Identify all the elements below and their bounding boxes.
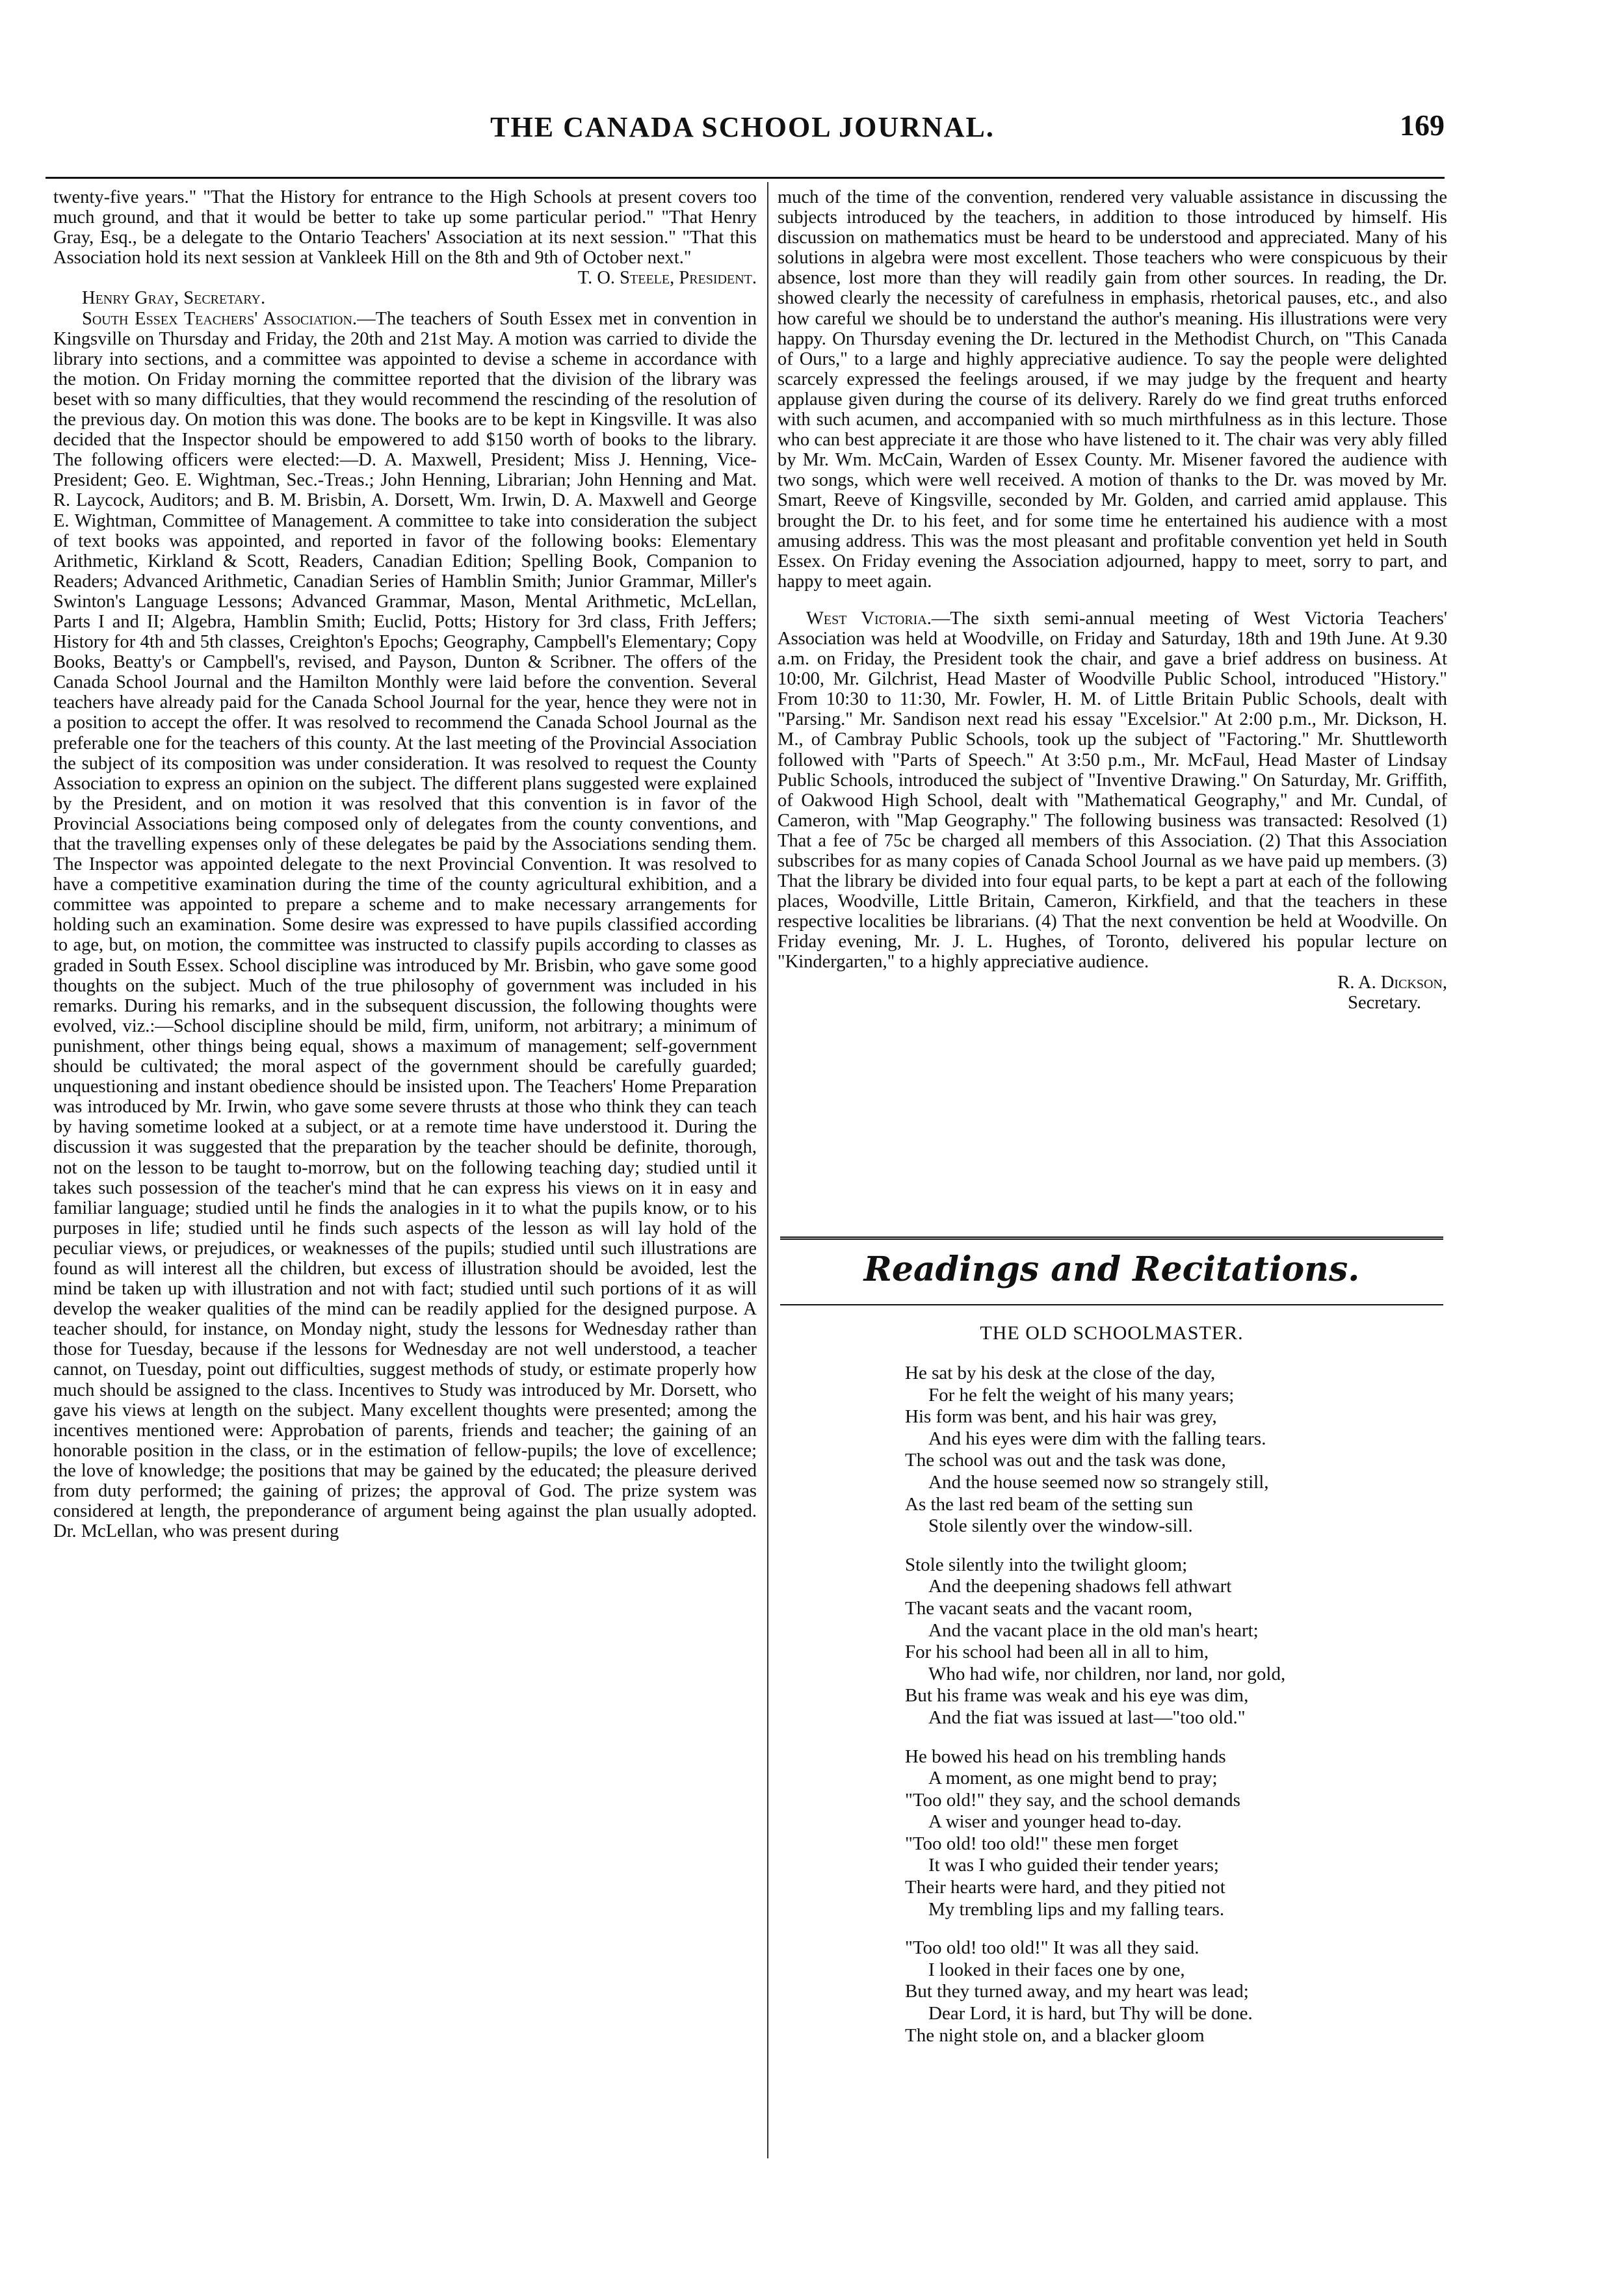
paragraph-lead: West Victoria. xyxy=(806,608,932,629)
poem-line: Stole silently into the twilight gloom; xyxy=(905,1554,1188,1575)
journal-title: THE CANADA SCHOOL JOURNAL. xyxy=(490,111,995,143)
poem-line: My trembling lips and my falling tears. xyxy=(928,1898,1225,1920)
poem-line: His form was bent, and his hair was grey, xyxy=(905,1406,1217,1428)
poem-line: As the last red beam of the setting sun xyxy=(905,1493,1193,1515)
paragraph: much of the time of the convention, rendered very valuable assistance in discussing the subjects introduced by the teachers, in addition to those introduced by himself. His discussion on mathematics must be heard to be understood and appreciated. Many of his solutions in algebra were most excellent. Those teachers who were conspicuous by their absence, lost more than they will readily gain from other sources. In reading, the Dr. showed clearly the necessity of carefulness in emphasis, rhetorical pauses, etc., and also how careful we should be to understand the author's meaning. His illustrations were very happy. On Thursday evening the Dr. lectured in the Methodist Church, on "This Canada of Ours," to a large and highly appreciative audience. To say the people were delighted scarcely expressed the feelings aroused, if we may judge by the frequent and hearty applause given during the course of its delivery. Rarely do we find great truths enforced with such acumen, and accompanied with so much mirthfulness as in this lecture. Those who can best appreciate it are those who have listened to it. The chair was very ably filled by Mr. Wm. McCain, Warden of Essex County. Mr. Misener favored the audience with two songs, which were well received. A motion of thanks to the Dr. was moved by Mr. Smart, Reeve of Kingsville, seconded by Mr. Golden, and carried amid applause. This brought the Dr. to his feet, and for some time he entertained his audience with a most amusing address. This was the most pleasant and profitable convention yet held in South Essex. On Friday evening the Association adjourned, happy to meet, sorry to part, and happy to meet again. xyxy=(778,187,1447,592)
signature-text: R. A. Dickson, xyxy=(1337,972,1447,993)
poem-line: And the house seemed now so strangely still, xyxy=(928,1471,1269,1493)
header-rule xyxy=(46,177,1445,179)
poem-line: A wiser and younger head to-day. xyxy=(928,1811,1182,1833)
poem-line: And the deepening shadows fell athwart xyxy=(928,1576,1232,1597)
paragraph xyxy=(53,288,757,308)
poem-line: For he felt the weight of his many years; xyxy=(928,1384,1235,1406)
stanza xyxy=(905,1554,1451,1729)
poem-line: The night stole on, and a blacker gloom xyxy=(905,2024,1205,2046)
paragraph-body: —The sixth semi-annual meeting of West Victoria Teachers' Association was held at Woodville, on Friday and Saturday, 18th and 19th June. At 9.30 a.m. on Friday, the President took the chair, and gave a brief address on business. At 10:00, Mr. Gilchrist, Head Master of Woodville Public School, introduced "History." From 10:30 to 11:30, Mr. Fowler, H. M. of Little Britain Public Schools, dealt with "Parsing." Mr. Sandison next read his essay "Excelsior." At 2:00 p.m., Mr. Dickson, H. M., of Cambray Public Schools, took up the subject of "Factoring." Mr. Shuttleworth followed with "Parts of Speech." At 3:50 p.m., Mr. McFaul, Head Master of Lindsay Public Schools, introduced the subject of "Inventive Drawing." On Saturday, Mr. Griffith, of Oakwood High School, dealt with "Mathematical Geography," and Mr. Cundal, of Cameron, with "Map Geography." The following business was transacted: Resolved (1) That a fee of 75c be charged all members of this Association. (2) That this Association subscribes for as many copies of Canada School Journal as we have paid up members. (3) That the library be divided into four equal parts, to be kept a part at each of the following places, Woodville, Little Britain, Cameron, Kirkfield, and that the teachers in these respective localities be librarians. (4) That the next convention be held at Woodville. On Friday evening, Mr. J. L. Hughes, of Toronto, delivered his popular lecture on "Kindergarten," to a highly appreciative audience. xyxy=(778,608,1447,973)
paragraph xyxy=(778,609,1447,973)
poem-line: For his school had been all in all to him, xyxy=(905,1642,1209,1663)
signature xyxy=(778,973,1447,993)
poem-line: I looked in their faces one by one, xyxy=(928,1959,1185,1980)
right-column xyxy=(778,187,1447,1357)
poem-title: THE OLD SCHOOLMASTER. xyxy=(980,1322,1244,1344)
poem-line: The vacant seats and the vacant room, xyxy=(905,1597,1193,1619)
poem-line: And the vacant place in the old man's heart; xyxy=(928,1619,1259,1641)
poem-line: Who had wife, nor children, nor land, nor gold, xyxy=(928,1663,1286,1684)
poem-line: But they turned away, and my heart was lead; xyxy=(905,1981,1249,2002)
stanza xyxy=(905,1746,1451,1921)
poem-line: It was I who guided their tender years; xyxy=(928,1855,1219,1876)
column-divider xyxy=(767,182,768,2158)
poem-line: But his frame was weak and his eye was dim, xyxy=(905,1685,1249,1707)
section-rule xyxy=(780,1304,1443,1305)
stanza xyxy=(905,1363,1451,1538)
paragraph xyxy=(53,309,757,1542)
poem xyxy=(905,1363,1451,2063)
page-number: 169 xyxy=(1400,109,1445,142)
stanza xyxy=(905,1937,1451,2047)
page-header xyxy=(40,103,1445,144)
poem-line: And his eyes were dim with the falling tears. xyxy=(928,1428,1266,1449)
paragraph: twenty-five years." "That the History for entrance to the High Schools at present covers too much ground, and that it would be better to take up some particular period." "That Henry Gray, Esq., be a delegate to the Ontario Teachers' Association at its next session." "That this Association hold its next session at Vankleek Hill on the 8th and 9th of October next." xyxy=(53,187,757,268)
poem-line: He bowed his head on his trembling hands xyxy=(905,1746,1226,1767)
signature-text: Henry Gray, Secretary. xyxy=(82,288,266,309)
signature-text: T. O. Steele, President. xyxy=(577,268,757,289)
signature: Secretary. xyxy=(1348,992,1421,1013)
poem-line: Stole silently over the window-sill. xyxy=(928,1515,1193,1537)
poem-line: He sat by his desk at the close of the day, xyxy=(905,1363,1216,1383)
poem-line: "Too old!" they say, and the school demands xyxy=(905,1789,1240,1811)
poem-line: "Too old! too old!" these men forget xyxy=(905,1833,1179,1854)
paragraph-body: —The teachers of South Essex met in convention in Kingsville on Thursday and Friday, the 20th and 21st May. A motion was carried to divide the library into sections, and a committee was appointed to devise a scheme in accordance with the motion. On Friday morning the committee reported that the division of the library was beset with so many difficulties, that they would recommend the rescinding of the resolution of the previous day. On motion this was done. The books are to be kept in Kingsville. It was also decided that the Inspector should be empowered to add $150 worth of books to the library. The following officers were elected:—D. A. Maxwell, President; Miss J. Henning, Vice-President; Geo. E. Wightman, Sec.-Treas.; John Henning, Librarian; John Henning and Mat. R. Laycock, Auditors; and B. M. Brisbin, A. Dorsett, Wm. Irwin, D. A. Maxwell and George E. Wightman, Committee of Management. A committee to take into consideration the subject of text books was appointed, and reported in favor of the following books: Elementary Arithmetic, Kirkland & Scott, Readers, Canadian Edition; Spelling Book, Companion to Readers; Advanced Arithmetic, Canadian Series of Hamblin Smith; Junior Grammar, Miller's Swinton's Language Lessons; Advanced Grammar, Mason, Mental Arithmetic, McLellan, Parts I and II; Algebra, Hamblin Smith; Euclid, Potts; History for 3rd class, Frith Jeffers; History for 4th and 5th classes, Creighton's Epochs; Geography, Campbell's Elementary; Copy Books, Beatty's or Campbell's, revised, and Payson, Dunton & Scribner. The offers of the Canada School Journal and the Hamilton Monthly were laid before the convention. Several teachers have already paid for the Canada School Journal for the year, hence they were not in a position to accept the offer. It was resolved to recommend the Canada School Journal as the preferable one for the teachers of this county. At the last meeting of the Provincial Association the subject of its composition was under consideration. It was resolved to request the County Association to express an opinion on the subject. The different plans suggested were explained by the President, and on motion it was resolved that this convention is in favor of the Provincial Associations being composed only of delegates from the county conventions, and that the travelling expenses only of these delegates be paid by the Associations sending them. The Inspector was appointed delegate to the next Provincial Convention. It was resolved to have a competitive examination during the time of the county agricultural exhibition, and a committee was appointed to prepare a scheme and to make necessary arrangements for holding such an examination. Some desire was expressed to have pupils classified according to age, but, on motion, the committee was instructed to classify pupils according to classes as graded in South Essex. School discipline was introduced by Mr. Brisbin, who gave some good thoughts on the subject. Much of the true philosophy of government was included in his remarks. During his remarks, and in the subsequent discussion, the following thoughts were evolved, viz.:—School discipline should be mild, firm, uniform, not arbitrary; a minimum of punishment, other things being equal, shows a maximum of management; self-government should be cultivated; the moral aspect of the government should be carefully guarded; unquestioning and instant obedience should be insisted upon. The Teachers' Home Preparation was introduced by Mr. Irwin, who gave some severe thrusts at those who think they can teach by having sometime looked at a subject, or at a remote time have understood it. During the discussion it was suggested that the preparation by the teacher should be definite, thorough, not on the lesson to be taught to-morrow, but on the following teaching day; studied until it takes such possession of the teacher's mind that he can express his views on it in easy and familiar language; studied until he finds the analogies in it to what the pupils know, or to his purposes in life; studied until he finds such aspects of the lesson as will lay hold of the peculiar views, or prejudices, or weaknesses of the pupils; studied until such illustrations are found as will interest all the children, but excess of illustration should be avoided, lest the mind be taken up with illustration and not with fact; studied until such portions of it as will develop the weaker qualities of the mind can be readily applied for the designed purpose. A teacher should, for instance, on Monday night, study the lessons for Wednesday rather than those for Tuesday, because if the lessons for Wednesday are not well understood, a teacher cannot, on Tuesday, point out difficulties, suggest methods of study, or estimate properly how much should be assigned to the class. Incentives to Study was introduced by Mr. Dorsett, who gave his views at length on the subject. Many excellent thoughts were presented; among the incentives mentioned were: Approbation of parents, friends and teacher; the gaining of an honorable position in the class, or in the estimation of fellow-pupils; the love of excellence; the love of knowledge; the positions that may be gained by the educated; the pleasure derived from duty performed; the gaining of prizes; the approval of God. The prize system was considered at length, the preponderance of argument being against the plan usually adopted. Dr. McLellan, who was present during xyxy=(53,308,757,1542)
poem-line: "Too old! too old!" It was all they said. xyxy=(905,1937,1199,1959)
poem-line: Their hearts were hard, and they pitied not xyxy=(905,1877,1225,1898)
poem-line: A moment, as one might bend to pray; xyxy=(928,1768,1218,1789)
poem-line: Dear Lord, it is hard, but Thy will be done. xyxy=(928,2003,1253,2024)
section-heading: Readings and Recitations. xyxy=(863,1250,1360,1289)
left-column xyxy=(53,187,757,2157)
section-rule xyxy=(780,1237,1443,1240)
poem-line: And the fiat was issued at last—"too old." xyxy=(928,1707,1246,1728)
paragraph-lead: South Essex Teachers' Association. xyxy=(82,308,358,329)
poem-line: The school was out and the task was done, xyxy=(905,1450,1226,1471)
signature xyxy=(53,268,757,288)
